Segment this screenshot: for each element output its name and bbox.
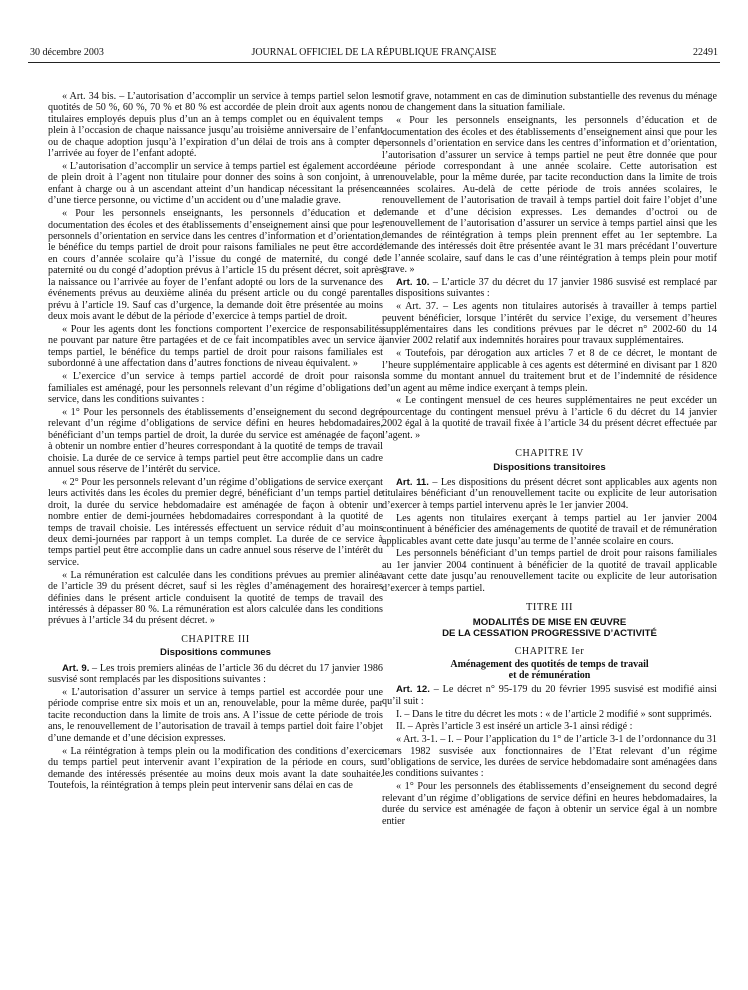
paragraph: « L’autorisation d’accomplir un service à temps partiel est également accordée de plein droit à l’agent non titulaire pour donner des soins à son conjoint, à un enfant à charge ou à un ascendant atteint d’un handicap nécessitant la présence d’une tierce personne, ou victime d’un accident ou d’une maladie grave.	[48, 161, 383, 207]
header-journal-title: JOURNAL OFFICIEL DE LA RÉPUBLIQUE FRANÇAISE	[251, 47, 497, 58]
article-label: Art. 11.	[396, 476, 429, 488]
paragraph: « Pour les personnels enseignants, les personnels d’éducation et de documentation des écoles et des établissements d’enseignement ainsi que pour les personnels d’orientation en service dans les centres d’information et d’orientation, le bénéfice du temps partiel de droit pour raisons familiales ne peut être accordé en cours d’année scolaire qu’à l’issue du congé de maternité, du congé de paternité ou du congé d’adoption prévus à l’article 15 du présent décret, soit après la naissance ou l’arrivée au foyer de l’enfant adopté ou lors de la survenance des événements prévus au deuxième alinéa du présent article ou du congé parental prévu à l’article 19. Sauf cas d’urgence, la demande doit être présentée au moins deux mois avant le début de la période d’exercice à temps partiel de droit.	[48, 208, 383, 323]
paragraph: « 2° Pour les personnels relevant d’un régime d’obligations de service exerçant leurs activités dans les écoles du premier degré, bénéficiant d’un temps partiel de droit, la durée du service hebdomadaire est aménagée de façon à obtenir un nombre entier de demi-journées hebdomadaires correspondant à la quotité de temps de travail choisie. Les intéressés effectuent un service réduit d’au moins deux demi-journées par rapport à un temps complet. La durée de ce service à temps partiel peut être accomplie dans un cadre annuel sous réserve de l’intérêt du service.	[48, 476, 383, 568]
article-text: – L’article 37 du décret du 17 janvier 1986 susvisé est remplacé par les dispositions suivantes :	[382, 276, 717, 300]
left-column	[48, 91, 383, 793]
paragraph: « L’exercice d’un service à temps partiel accordé de droit pour raisons familiales est aménagé, pour les personnels relevant d’un régime d’obligations de service, dans les conditions suivantes :	[48, 371, 383, 405]
header-rule	[28, 62, 720, 63]
paragraph: « La rémunération est calculée dans les conditions prévues au premier alinéa de l’article 39 du présent décret, sauf si les règles d’aménagement des horaires définies dans le présent article conduisent la quotité de temps de travail des intéressés à dépasser 80 %. La rémunération est alors calculée dans les conditions prévues à l’article 34 du présent décret. »	[48, 569, 383, 627]
chapter-subheading: Dispositions communes	[160, 647, 271, 659]
article-label: Art. 9.	[62, 662, 90, 674]
article-label: Art. 12.	[396, 684, 430, 696]
chapter-heading: CHAPITRE III	[181, 633, 250, 645]
right-column	[382, 91, 717, 828]
paragraph: Les personnels bénéficiant d’un temps partiel de droit pour raisons familiales au 1er janvier 2004 continuent à bénéficier de la quotité de travail applicable avant cette date jusqu’au renouvellement tacite ou explicite de leur autorisation d’exercer à temps partiel.	[382, 548, 717, 594]
paragraph: I. – Dans le titre du décret les mots : « de l’article 2 modifié » sont supprimés.	[396, 708, 712, 720]
chapter-heading: CHAPITRE IV	[515, 448, 584, 460]
chapter-subheading-line: Aménagement des quotités de temps de travail	[450, 659, 649, 671]
paragraph: motif grave, notamment en cas de diminution substantielle des revenus du ménage ou de changement dans la situation familiale.	[382, 91, 717, 114]
paragraph: « Art. 3-1. – I. – Pour l’application du 1° de l’article 3-1 de l’ordonnance du 31 mars 1982 susvisée aux fonctionnaires de l’Etat relevant d’un régime d’obligations de service, les durées de service hebdomadaire sont aménagées dans les conditions suivantes :	[382, 734, 717, 780]
header-page-number: 22491	[693, 47, 718, 58]
article-text: – Le décret n° 95-179 du 20 février 1995 susvisé est modifié ainsi qu’il suit :	[382, 684, 717, 707]
article-paragraph	[382, 684, 717, 707]
article-label: Art. 10.	[396, 276, 430, 288]
titre-subheading-line: DE LA CESSATION PROGRESSIVE D’ACTIVITÉ	[442, 627, 657, 639]
paragraph: « Le contingent mensuel de ces heures supplémentaires ne peut excéder un pourcentage du contingent mensuel prévu à l’article 6 du décret du 14 janvier 2002 égal à la quotité de travail fixée à l’article 34 du présent décret effectuée par l’agent. »	[382, 395, 717, 441]
article-paragraph	[382, 277, 717, 300]
paragraph: « 1° Pour les personnels des établissements d’enseignement du second degré relevant d’un régime d’obligations de service défini en heures hebdomadaires, la durée du service est aménagée de façon à obtenir un service égal à un nombre entier	[382, 781, 717, 827]
paragraph: « L’autorisation d’assurer un service à temps partiel est accordée pour une période comprise entre six mois et un an, renouvelable, pour la même durée, par tacite reconduction dans la limite de trois ans. A l’issue de cette période de trois ans, le renouvellement de l’autorisation de travail à temps partiel doit faire l’objet d’une demande et d’une décision expresses.	[48, 687, 383, 744]
titre-subheading	[382, 617, 717, 639]
chapter-subheading-line: et de rémunération	[508, 670, 591, 682]
header-date: 30 décembre 2003	[30, 47, 104, 58]
paragraph: « Toutefois, par dérogation aux articles 7 et 8 de ce décret, le montant de l’heure supplémentaire applicable à ces agents est déterminé en divisant par 1 820 la somme du montant annuel du traitement brut et de l’indemnité de résidence d’un agent au même indice exerçant à temps plein.	[382, 348, 717, 394]
titre-heading: TITRE III	[526, 602, 573, 614]
page-header	[30, 47, 718, 61]
article-paragraph	[48, 663, 383, 686]
paragraph: « Pour les agents dont les fonctions comportent l’exercice de responsabilités ne pouvant par nature être partagées et de ce fait incompatibles avec un service à temps partiel, le bénéfice du temps partiel de droit pour raisons familiales est subordonné à une affectation dans d’autres fonctions de niveau équivalent. »	[48, 323, 383, 370]
titre-subheading-line: MODALITÉS DE MISE EN ŒUVRE	[472, 616, 627, 628]
paragraph: « Art. 34 bis. – L’autorisation d’accomplir un service à temps partiel selon les quotités de 50 %, 60 %, 70 % et 80 % est accordée de plein droit aux agents non titulaires employés depuis plus d’un an à temps complet ou en équivalent temps plein à l’occasion de chaque naissance jusqu’au troisième anniversaire de l’enfant ou de chaque adoption jusqu’à l’expiration d’un délai de trois ans à compter de l’arrivée au foyer de l’enfant adopté.	[48, 91, 383, 160]
paragraph: « Art. 37. – Les agents non titulaires autorisés à travailler à temps partiel peuvent bénéficier, lorsque l’intérêt du service l’exige, du versement d’heures supplémentaires dans les conditions prévues par le décret n° 2002-60 du 14 janvier 2002 relatif aux indemnités horaires pour travaux supplémentaires.	[382, 301, 717, 347]
chapter-heading: CHAPITRE Ier	[514, 645, 585, 657]
paragraph: Les agents non titulaires exerçant à temps partiel au 1er janvier 2004 continuent à bénéficier des aménagements de quotité de travail et de rémunération applicables avant cette date jusqu’au terme de l’année scolaire en cours.	[382, 512, 717, 547]
article-text: – Les trois premiers alinéas de l’article 36 du décret du 17 janvier 1986 susvisé sont remplacés par les dispositions suivantes :	[48, 662, 383, 686]
paragraph: « Pour les personnels enseignants, les personnels d’éducation et de documentation des écoles et des établissements d’enseignement ainsi que pour les personnels d’orientation en service dans les centres d’information et d’orientation, l’autorisation d’assurer un service à temps partiel ne peut être donnée que pour une période correspondant à une année scolaire. Cette autorisation est renouvelable, pour la même durée, par tacite reconduction dans la limite de trois années scolaires. Au-delà de cette période de trois années scolaires, le renouvellement de l’autorisation de travail à temps partiel doit faire l’objet d’une demande et d’une décision expresses. Les demandes d’octroi ou de renouvellement de l’autorisation d’assurer un service à temps partiel ainsi que les demandes de réintégration à temps plein prennent effet au 1er septembre. La demande des intéressés doit être présentée avant le 31 mars précédant l’ouverture de l’année scolaire, sauf dans le cas d’une réintégration à temps plein pour motif grave. »	[382, 115, 717, 276]
article-text: – Les dispositions du présent décret sont applicables aux agents non titulaires bénéficiant d’un renouvellement tacite ou explicite de leur autorisation d’exercer à temps partiel intervenu après le 1er janvier 2004.	[382, 476, 717, 511]
chapter-subheading	[382, 659, 717, 681]
article-paragraph	[382, 477, 717, 511]
paragraph: « 1° Pour les personnels des établissements d’enseignement du second degré relevant d’un régime d’obligations de service défini en heures hebdomadaires, bénéficiant d’un temps partiel de droit, la durée du service est aménagée de façon à obtenir un nombre entier d’heures correspondant à la quotité de temps de travail choisie. La durée de ce service à temps partiel peut être accomplie dans un cadre annuel sous réserve de l’intérêt du service.	[48, 406, 383, 475]
paragraph: II. – Après l’article 3 est inséré un article 3-1 ainsi rédigé :	[396, 721, 633, 733]
chapter-subheading: Dispositions transitoires	[493, 461, 606, 473]
paragraph: « La réintégration à temps plein ou la modification des conditions d’exercice du temps partiel peut intervenir avant l’expiration de la période en cours, sur demande des intéressés présentée au moins deux mois avant la date souhaitée. Toutefois, la réintégration à temps plein peut intervenir sans délai en cas de	[48, 745, 383, 791]
